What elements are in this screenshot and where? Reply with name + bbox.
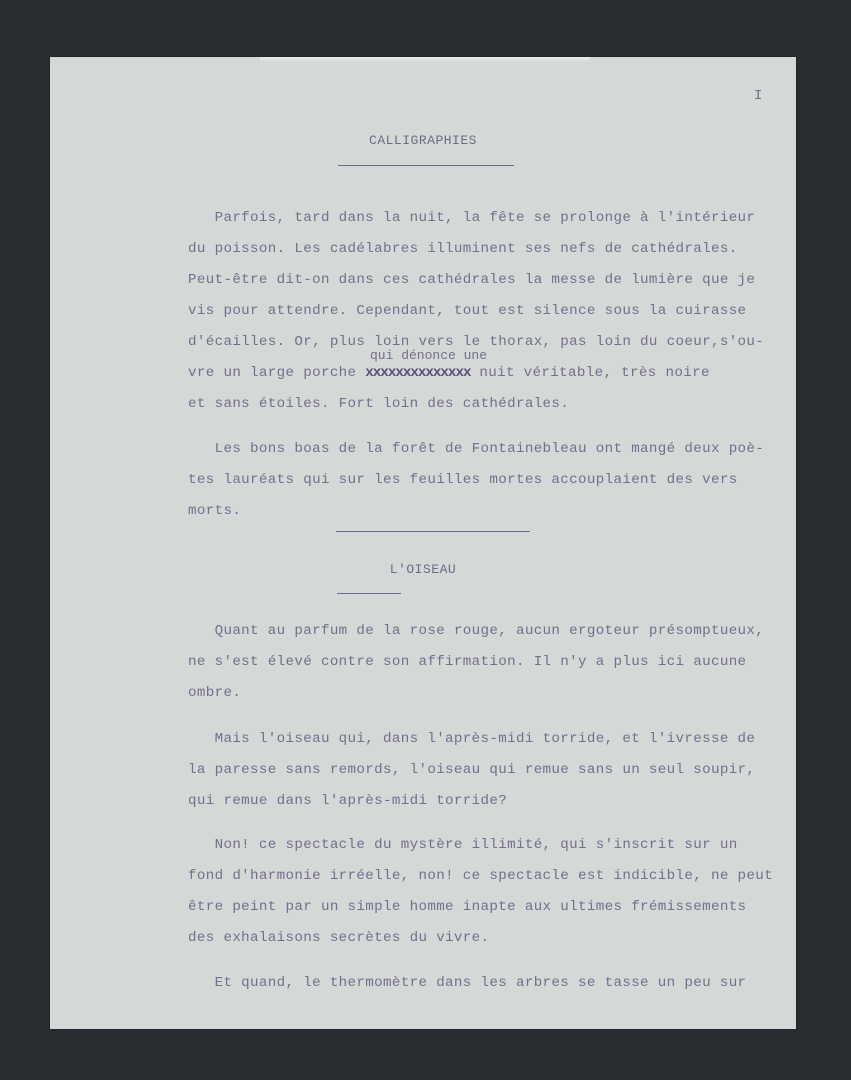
text-line: morts. — [188, 503, 242, 519]
title-underline — [338, 165, 514, 166]
text-line: Peut-être dit-on dans ces cathédrales la messe de lumière que je — [188, 272, 756, 288]
text-line: Les bons boas de la forêt de Fontainebleau ont mangé deux poè- — [188, 441, 765, 457]
text-line: qui remue dans l'après-midi torride? — [188, 793, 508, 809]
text-line-with-correction — [188, 365, 710, 381]
text-line: Parfois, tard dans la nuit, la fête se prolonge à l'intérieur — [188, 210, 756, 226]
text-line: Et quand, le thermomètre dans les arbres se tasse un peu sur — [188, 975, 747, 991]
text-line: être peint par un simple homme inapte aux ultimes frémissements — [188, 899, 747, 915]
text-line: du poisson. Les cadélabres illuminent ses nefs de cathédrales. — [188, 241, 738, 257]
text-line: Mais l'oiseau qui, dans l'après-midi torride, et l'ivresse de — [188, 731, 756, 747]
text-segment: nuit véritable, très noire — [470, 365, 710, 381]
typewritten-page — [50, 57, 796, 1029]
text-line: ne s'est élevé contre son affirmation. Il n'y a plus ici aucune — [188, 654, 747, 670]
paper-fold — [260, 57, 590, 62]
text-line: tes lauréats qui sur les feuilles mortes accouplaient des vers — [188, 472, 738, 488]
section-divider — [336, 531, 530, 532]
text-line: Non! ce spectacle du mystère illimité, qui s'inscrit sur un — [188, 837, 738, 853]
page-number: I — [754, 88, 763, 104]
text-line: la paresse sans remords, l'oiseau qui remue sans un seul soupir, — [188, 762, 756, 778]
text-line: d'écailles. Or, plus loin vers le thorax, pas loin du coeur,s'ou- — [188, 334, 765, 350]
text-line: et sans étoiles. Fort loin des cathédrales. — [188, 396, 570, 412]
text-line: Quant au parfum de la rose rouge, aucun ergoteur présomptueux, — [188, 623, 765, 639]
text-line: ombre. — [188, 685, 242, 701]
struck-out-text: xxxxxxxxxxxxxx — [365, 365, 471, 381]
handwritten-insertion: qui dénonce une — [370, 348, 488, 363]
section-title-oiseau: L'OISEAU — [389, 562, 457, 577]
text-line: des exhalaisons secrètes du vivre. — [188, 930, 490, 946]
text-line: fond d'harmonie irréelle, non! ce spectacle est indicible, ne peut — [188, 868, 774, 884]
section-title-calligraphies: CALLIGRAPHIES — [369, 133, 477, 148]
title-underline — [337, 593, 401, 594]
text-line: vis pour attendre. Cependant, tout est silence sous la cuirasse — [188, 303, 747, 319]
text-segment: vre un large porche — [188, 365, 366, 381]
